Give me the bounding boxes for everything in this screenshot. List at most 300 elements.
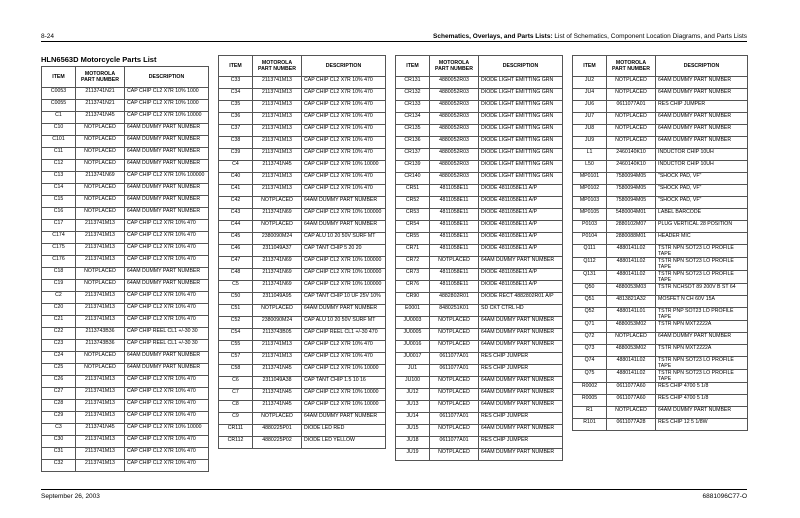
cell-description: 64AM DUMMY PART NUMBER (479, 425, 563, 437)
table-row (219, 293, 386, 305)
table-row (396, 425, 563, 437)
cell-part-number: 2113741M13 (76, 292, 125, 304)
cell-description: 64AM DUMMY PART NUMBER (125, 280, 209, 292)
cell-item: C12 (42, 160, 76, 172)
cell-item: C0055 (42, 100, 76, 112)
cell-description: 64AM DUMMY PART NUMBER (479, 317, 563, 329)
table-row (42, 196, 209, 208)
cell-part-number: 4880141L02 (607, 271, 656, 284)
cell-description: CAP CHIP CL2 X7R 10% 100000 (302, 281, 386, 293)
cell-description: 64AM DUMMY PART NUMBER (125, 148, 209, 160)
cell-description: CAP CHIP CL2 X7R 10% 100000 (302, 257, 386, 269)
table-row (396, 161, 563, 173)
cell-description: CAP CHIP CL2 X7R 10% 470 (125, 376, 209, 388)
cell-item: C25 (42, 364, 76, 376)
cell-part-number: 2113741M13 (76, 304, 125, 316)
table-row (573, 271, 748, 284)
table-row (396, 209, 563, 221)
cell-description: TSTR NPN SOT23 LO PROFILE TAPE (656, 357, 748, 370)
cell-part-number: NOTPLACED (76, 364, 125, 376)
cell-part-number: 2113741M13 (76, 400, 125, 412)
table-row (573, 221, 748, 233)
cell-item: C21 (42, 316, 76, 328)
cell-description: TSTR NCHSOT 89 200V B ST 64 (656, 284, 748, 296)
cell-item: C32 (42, 460, 76, 472)
table-row (396, 317, 563, 329)
cell-part-number: 4811058E11 (430, 269, 479, 281)
cell-part-number: 4880052R03 (430, 137, 479, 149)
cell-description: 64AM DUMMY PART NUMBER (125, 364, 209, 376)
cell-part-number: 4880052R03 (430, 89, 479, 101)
cell-item: C8 (219, 401, 253, 413)
cell-item: CR135 (396, 125, 430, 137)
table-row (573, 395, 748, 407)
cell-item: C2 (42, 292, 76, 304)
cell-item: C52 (219, 317, 253, 329)
cell-part-number: 2113741N21 (76, 88, 125, 100)
table-row (396, 89, 563, 101)
cell-item: C0053 (42, 88, 76, 100)
cell-description: DIODE LIGHT EMITTING GRN (479, 101, 563, 113)
cell-part-number: NOTPLACED (76, 208, 125, 220)
cell-description: TSTR PNP SOT23 LO PROFILE TAPE (656, 308, 748, 321)
table-row (219, 353, 386, 365)
cell-part-number: NOTPLACED (430, 317, 479, 329)
cell-part-number: NOTPLACED (430, 401, 479, 413)
cell-item: CR73 (396, 269, 430, 281)
cell-part-number: 4880225P01 (253, 425, 302, 437)
table-row (42, 208, 209, 220)
cell-part-number: NOTPLACED (430, 449, 479, 461)
cell-item: C176 (42, 256, 76, 268)
cell-part-number: 0611077A01 (430, 365, 479, 377)
table-row (42, 376, 209, 388)
cell-part-number: 7580094M05 (607, 173, 656, 185)
cell-description: RES CHIP 4700 5 1/8 (656, 383, 748, 395)
cell-description: CAP CHIP CL2 X7R 10% 470 (125, 304, 209, 316)
cell-item: Q75 (573, 370, 607, 383)
cell-item: CR72 (396, 257, 430, 269)
table-row (573, 345, 748, 357)
cell-description: CAP CHIP CL2 X7R 10% 470 (125, 388, 209, 400)
cell-part-number: 4880052R03 (430, 149, 479, 161)
cell-part-number: 0611077A01 (430, 413, 479, 425)
cell-part-number: 4880141L02 (607, 357, 656, 370)
table-row (396, 293, 563, 305)
cell-part-number: NOTPLACED (76, 268, 125, 280)
cell-part-number: 2113741N45 (253, 365, 302, 377)
cell-description: CAP CHIP CL2 X7R 10% 470 (125, 232, 209, 244)
table-row (42, 232, 209, 244)
cell-description: CAP CHIP CL2 X7R 10% 470 (125, 400, 209, 412)
cell-part-number: 2380090M24 (253, 233, 302, 245)
table-row (42, 184, 209, 196)
cell-description: RES CHIP JUMPER (479, 353, 563, 365)
cell-item: C34 (219, 89, 253, 101)
cell-part-number: NOTPLACED (607, 113, 656, 125)
cell-part-number: 2113743B36 (76, 340, 125, 352)
cell-item: JU1 (396, 365, 430, 377)
cell-part-number: 2311049A38 (253, 377, 302, 389)
table-row (219, 77, 386, 89)
cell-item: CR140 (396, 173, 430, 185)
cell-item: C42 (219, 197, 253, 209)
table-row (219, 221, 386, 233)
cell-part-number: 4811058E11 (430, 185, 479, 197)
cell-description: RES CHIP JUMPER (479, 365, 563, 377)
cell-item: CR111 (219, 425, 253, 437)
cell-item: R1 (573, 407, 607, 419)
cell-description: 64AM DUMMY PART NUMBER (479, 389, 563, 401)
table-row (219, 197, 386, 209)
table-row (42, 352, 209, 364)
cell-part-number: 4880052R03 (430, 113, 479, 125)
cell-item: L50 (573, 161, 607, 173)
cell-part-number: 4811058E11 (430, 245, 479, 257)
cell-part-number: 2113741M13 (76, 316, 125, 328)
cell-description: 64AM DUMMY PART NUMBER (656, 333, 748, 345)
cell-part-number: 4880052R03 (430, 125, 479, 137)
cell-part-number: 4880052R03 (430, 173, 479, 185)
column-header-description: DESCRIPTION (302, 56, 386, 77)
column-header-part-number: MOTOROLA PART NUMBER (430, 56, 479, 77)
table-row (42, 340, 209, 352)
cell-part-number: 2113741M13 (253, 341, 302, 353)
header-title (433, 33, 747, 40)
cell-description: 64AM DUMMY PART NUMBER (479, 449, 563, 461)
cell-part-number: NOTPLACED (430, 257, 479, 269)
cell-item: C33 (219, 77, 253, 89)
cell-part-number: NOTPLACED (607, 333, 656, 345)
cell-description: CAP CHIP CL2 X7R 10% 470 (125, 220, 209, 232)
cell-part-number: 2113741M13 (76, 388, 125, 400)
cell-part-number: 4880141L02 (607, 245, 656, 258)
column-header-description: DESCRIPTION (125, 67, 209, 88)
cell-item: MP0103 (573, 197, 607, 209)
cell-description: LABEL BARCODE (656, 209, 748, 221)
table-row (573, 137, 748, 149)
cell-item: JU15 (396, 425, 430, 437)
cell-item: C28 (42, 400, 76, 412)
header-title-bold: Schematics, Overlays, and Parts Lists: (433, 33, 553, 40)
cell-description: 64AM DUMMY PART NUMBER (125, 160, 209, 172)
cell-item: JU13 (396, 401, 430, 413)
cell-description: CAP CHIP CL2 X7R 10% 100000 (125, 172, 209, 184)
cell-part-number: 2113741M13 (253, 113, 302, 125)
cell-part-number: 4880141L02 (607, 370, 656, 383)
table-row (42, 280, 209, 292)
table-row (396, 305, 563, 317)
cell-part-number: 2113741M13 (253, 149, 302, 161)
cell-item: C22 (42, 328, 76, 340)
cell-part-number: 2113741N45 (253, 401, 302, 413)
page-footer (41, 493, 747, 500)
cell-description: DIODE 4811058E11 A/P (479, 245, 563, 257)
table-row (396, 329, 563, 341)
cell-part-number: 4880141L02 (607, 258, 656, 271)
cell-part-number: 2113741M13 (253, 185, 302, 197)
cell-item: R0002 (573, 383, 607, 395)
cell-description: CAP TANT CHIP 5 20 20 (302, 245, 386, 257)
cell-item: C174 (42, 232, 76, 244)
cell-description: CAP CHIP CL2 X7R 10% 470 (125, 292, 209, 304)
table-row (42, 88, 209, 100)
cell-description: 64AM DUMMY PART NUMBER (479, 329, 563, 341)
cell-description: DIODE LIGHT EMITTING GRN (479, 89, 563, 101)
cell-part-number: 2113741M13 (76, 376, 125, 388)
cell-part-number: 2311049A95 (253, 293, 302, 305)
cell-item: Q111 (573, 245, 607, 258)
cell-description: CAP ALU 10 20 50V SURF MT (302, 317, 386, 329)
cell-item: C13 (42, 172, 76, 184)
table-row (573, 161, 748, 173)
cell-item: C51 (219, 305, 253, 317)
cell-description: DIODE LIGHT EMITTING GRN (479, 149, 563, 161)
cell-description: CAP CHIP CL2 X7R 10% 10000 (302, 389, 386, 401)
table-header-row (396, 56, 563, 77)
cell-part-number: 2113741M13 (76, 256, 125, 268)
cell-description: DIODE RECT 4882802R01 A/P (479, 293, 563, 305)
cell-description: 64AM DUMMY PART NUMBER (125, 196, 209, 208)
cell-description: 64AM DUMMY PART NUMBER (479, 257, 563, 269)
cell-item: C1 (42, 112, 76, 124)
cell-description: CAP CHIP REEL CL1 +/-30 470 (302, 329, 386, 341)
cell-part-number: 4880141L01 (607, 308, 656, 321)
table-row (396, 389, 563, 401)
cell-part-number: 2113741M13 (76, 436, 125, 448)
cell-part-number: 2113741M13 (76, 220, 125, 232)
cell-part-number: 7580094M05 (607, 185, 656, 197)
table-row (396, 377, 563, 389)
cell-item: CR90 (396, 293, 430, 305)
table-row (42, 256, 209, 268)
cell-item: Q131 (573, 271, 607, 284)
table-row (396, 221, 563, 233)
table-row (219, 377, 386, 389)
header-rule (41, 41, 747, 42)
cell-description: CAP CHIP CL2 X7R 10% 10000 (302, 401, 386, 413)
table-row (42, 244, 209, 256)
cell-part-number: 2113741N69 (253, 257, 302, 269)
cell-part-number: 2113741M13 (253, 125, 302, 137)
cell-description: DIODE LIGHT EMITTING GRN (479, 161, 563, 173)
table-row (573, 407, 748, 419)
cell-part-number: NOTPLACED (76, 136, 125, 148)
cell-part-number: NOTPLACED (76, 196, 125, 208)
cell-item: CR51 (396, 185, 430, 197)
table-row (573, 370, 748, 383)
cell-part-number: NOTPLACED (430, 377, 479, 389)
table-row (396, 401, 563, 413)
cell-part-number: 2460140K10 (607, 161, 656, 173)
cell-item: JU2 (573, 77, 607, 89)
table-row (42, 316, 209, 328)
cell-item: CR133 (396, 101, 430, 113)
cell-item: CR134 (396, 113, 430, 125)
footer-rule (41, 489, 747, 490)
table-row (573, 296, 748, 308)
cell-part-number: 2113741M13 (76, 412, 125, 424)
cell-item: CR71 (396, 245, 430, 257)
cell-item: CR139 (396, 161, 430, 173)
cell-description: CAP CHIP CL2 X7R 10% 470 (302, 353, 386, 365)
cell-description: TSTR NPN MXT2222A (656, 345, 748, 357)
table-row (219, 89, 386, 101)
cell-item: JU4 (573, 89, 607, 101)
cell-description: DIODE LIGHT EMITTING GRN (479, 173, 563, 185)
table-row (219, 257, 386, 269)
cell-item: C3 (42, 424, 76, 436)
cell-description: DIODE 4811058E11 A/P (479, 185, 563, 197)
cell-description: 64AM DUMMY PART NUMBER (302, 305, 386, 317)
cell-description: "SHOCK PAD, VF" (656, 173, 748, 185)
table-row (573, 185, 748, 197)
cell-item: C24 (42, 352, 76, 364)
cell-description: 64AM DUMMY PART NUMBER (656, 137, 748, 149)
cell-description: RES CHIP 4700 5 1/8 (656, 395, 748, 407)
footer-date: September 26, 2003 (41, 493, 100, 500)
cell-part-number: 2113741N45 (76, 424, 125, 436)
cell-description: TSTR NPN SOT23 LO PROFILE TAPE (656, 258, 748, 271)
cell-description: 64AM DUMMY PART NUMBER (656, 89, 748, 101)
table-header-row (42, 67, 209, 88)
cell-description: CAP CHIP CL2 X7R 10% 470 (302, 125, 386, 137)
cell-item: CR132 (396, 89, 430, 101)
table-row (219, 161, 386, 173)
column-header-description: DESCRIPTION (656, 56, 748, 77)
table-row (42, 100, 209, 112)
cell-description: CAP CHIP CL2 X7R 10% 10000 (125, 112, 209, 124)
table-row (396, 269, 563, 281)
cell-item: Q72 (573, 333, 607, 345)
cell-item: Q73 (573, 345, 607, 357)
cell-item: C44 (219, 221, 253, 233)
cell-part-number: NOTPLACED (76, 148, 125, 160)
table-row (219, 401, 386, 413)
cell-part-number: 0611077A28 (607, 419, 656, 431)
cell-part-number: 2113741N69 (253, 281, 302, 293)
cell-item: MP0102 (573, 185, 607, 197)
table-row (396, 149, 563, 161)
table-row (573, 125, 748, 137)
cell-description: RES CHIP JUMPER (479, 437, 563, 449)
table-row (396, 449, 563, 461)
cell-description: INDUCTOR CHIP 10UH (656, 149, 748, 161)
cell-item: C45 (219, 233, 253, 245)
cell-item: C7 (219, 389, 253, 401)
table-row (42, 172, 209, 184)
cell-description: DIODE 4811058E11 A/P (479, 281, 563, 293)
cell-item: C19 (42, 280, 76, 292)
cell-description: CAP CHIP CL2 X7R 10% 470 (302, 137, 386, 149)
cell-description: DIODE LED RED (302, 425, 386, 437)
cell-description: CAP TANT CHIP 1.5 10 16 (302, 377, 386, 389)
cell-part-number: 4882802R01 (430, 293, 479, 305)
cell-description: 64AM DUMMY PART NUMBER (125, 124, 209, 136)
cell-part-number: 0611077A60 (607, 395, 656, 407)
cell-description: CAP CHIP REEL CL1 +/-30 30 (125, 328, 209, 340)
cell-description: TSTR NPN SOT23 LO PROFILE TAPE (656, 370, 748, 383)
table-row (42, 400, 209, 412)
cell-description: CAP CHIP CL2 X7R 10% 470 (302, 77, 386, 89)
cell-part-number: 4880052R03 (430, 77, 479, 89)
cell-description: CAP CHIP CL2 X7R 10% 470 (125, 256, 209, 268)
page-number: 8-24 (41, 33, 55, 40)
table-row (219, 137, 386, 149)
table-row (573, 209, 748, 221)
footer-doc-number: 6881096C77-O (702, 493, 747, 500)
cell-part-number: 2113741N69 (253, 269, 302, 281)
table-row (219, 425, 386, 437)
cell-item: CR76 (396, 281, 430, 293)
table-row (219, 209, 386, 221)
cell-part-number: NOTPLACED (253, 221, 302, 233)
table-row (573, 308, 748, 321)
cell-description: 64AM DUMMY PART NUMBER (125, 136, 209, 148)
table-row (42, 292, 209, 304)
cell-part-number: 4811058E11 (430, 209, 479, 221)
cell-description: 64AM DUMMY PART NUMBER (125, 352, 209, 364)
cell-description: CAP CHIP CL2 X7R 10% 470 (302, 113, 386, 125)
cell-item: C175 (42, 244, 76, 256)
cell-part-number: 4880053M02 (607, 345, 656, 357)
cell-description: CAP CHIP REEL CL1 +/-30 30 (125, 340, 209, 352)
cell-description: CAP ALU 10 20 50V SURF MT (302, 233, 386, 245)
table-row (396, 125, 563, 137)
cell-part-number: 7580094M05 (607, 197, 656, 209)
cell-description: CAP CHIP CL2 X7R 10% 100000 (302, 209, 386, 221)
table-row (573, 77, 748, 89)
cell-part-number: 5480004M01 (607, 209, 656, 221)
cell-item: Q71 (573, 321, 607, 333)
cell-item: JU12 (396, 389, 430, 401)
cell-part-number: 2113741M13 (76, 448, 125, 460)
table-row (573, 357, 748, 370)
cell-part-number: 0611077A01 (430, 353, 479, 365)
cell-item: JU0005 (396, 329, 430, 341)
cell-description: CAP CHIP CL2 X7R 10% 470 (302, 173, 386, 185)
cell-part-number: NOTPLACED (76, 184, 125, 196)
cell-part-number: NOTPLACED (430, 329, 479, 341)
cell-part-number: 0611077A01 (430, 437, 479, 449)
cell-part-number: 2113741M13 (253, 101, 302, 113)
table-row (396, 353, 563, 365)
table-row (219, 365, 386, 377)
cell-item: CR54 (396, 221, 430, 233)
cell-part-number: NOTPLACED (76, 160, 125, 172)
table-row (573, 245, 748, 258)
cell-item: C101 (42, 136, 76, 148)
table-row (573, 173, 748, 185)
cell-part-number: NOTPLACED (607, 89, 656, 101)
cell-description: DIODE LIGHT EMITTING GRN (479, 137, 563, 149)
table-row (396, 137, 563, 149)
column-header-part-number: MOTOROLA PART NUMBER (76, 67, 125, 88)
cell-item: C10 (42, 124, 76, 136)
cell-item: MP0105 (573, 209, 607, 221)
cell-part-number: 2113743B05 (253, 329, 302, 341)
table-row (42, 460, 209, 472)
table-row (396, 173, 563, 185)
table-row (42, 388, 209, 400)
cell-part-number: 2113741N45 (253, 389, 302, 401)
cell-part-number: NOTPLACED (607, 407, 656, 419)
table-row (573, 149, 748, 161)
cell-description: CAP CHIP CL2 X7R 10% 100000 (302, 269, 386, 281)
cell-part-number: 2113743B36 (76, 328, 125, 340)
cell-description: DIODE LIGHT EMITTING GRN (479, 113, 563, 125)
table-row (42, 136, 209, 148)
